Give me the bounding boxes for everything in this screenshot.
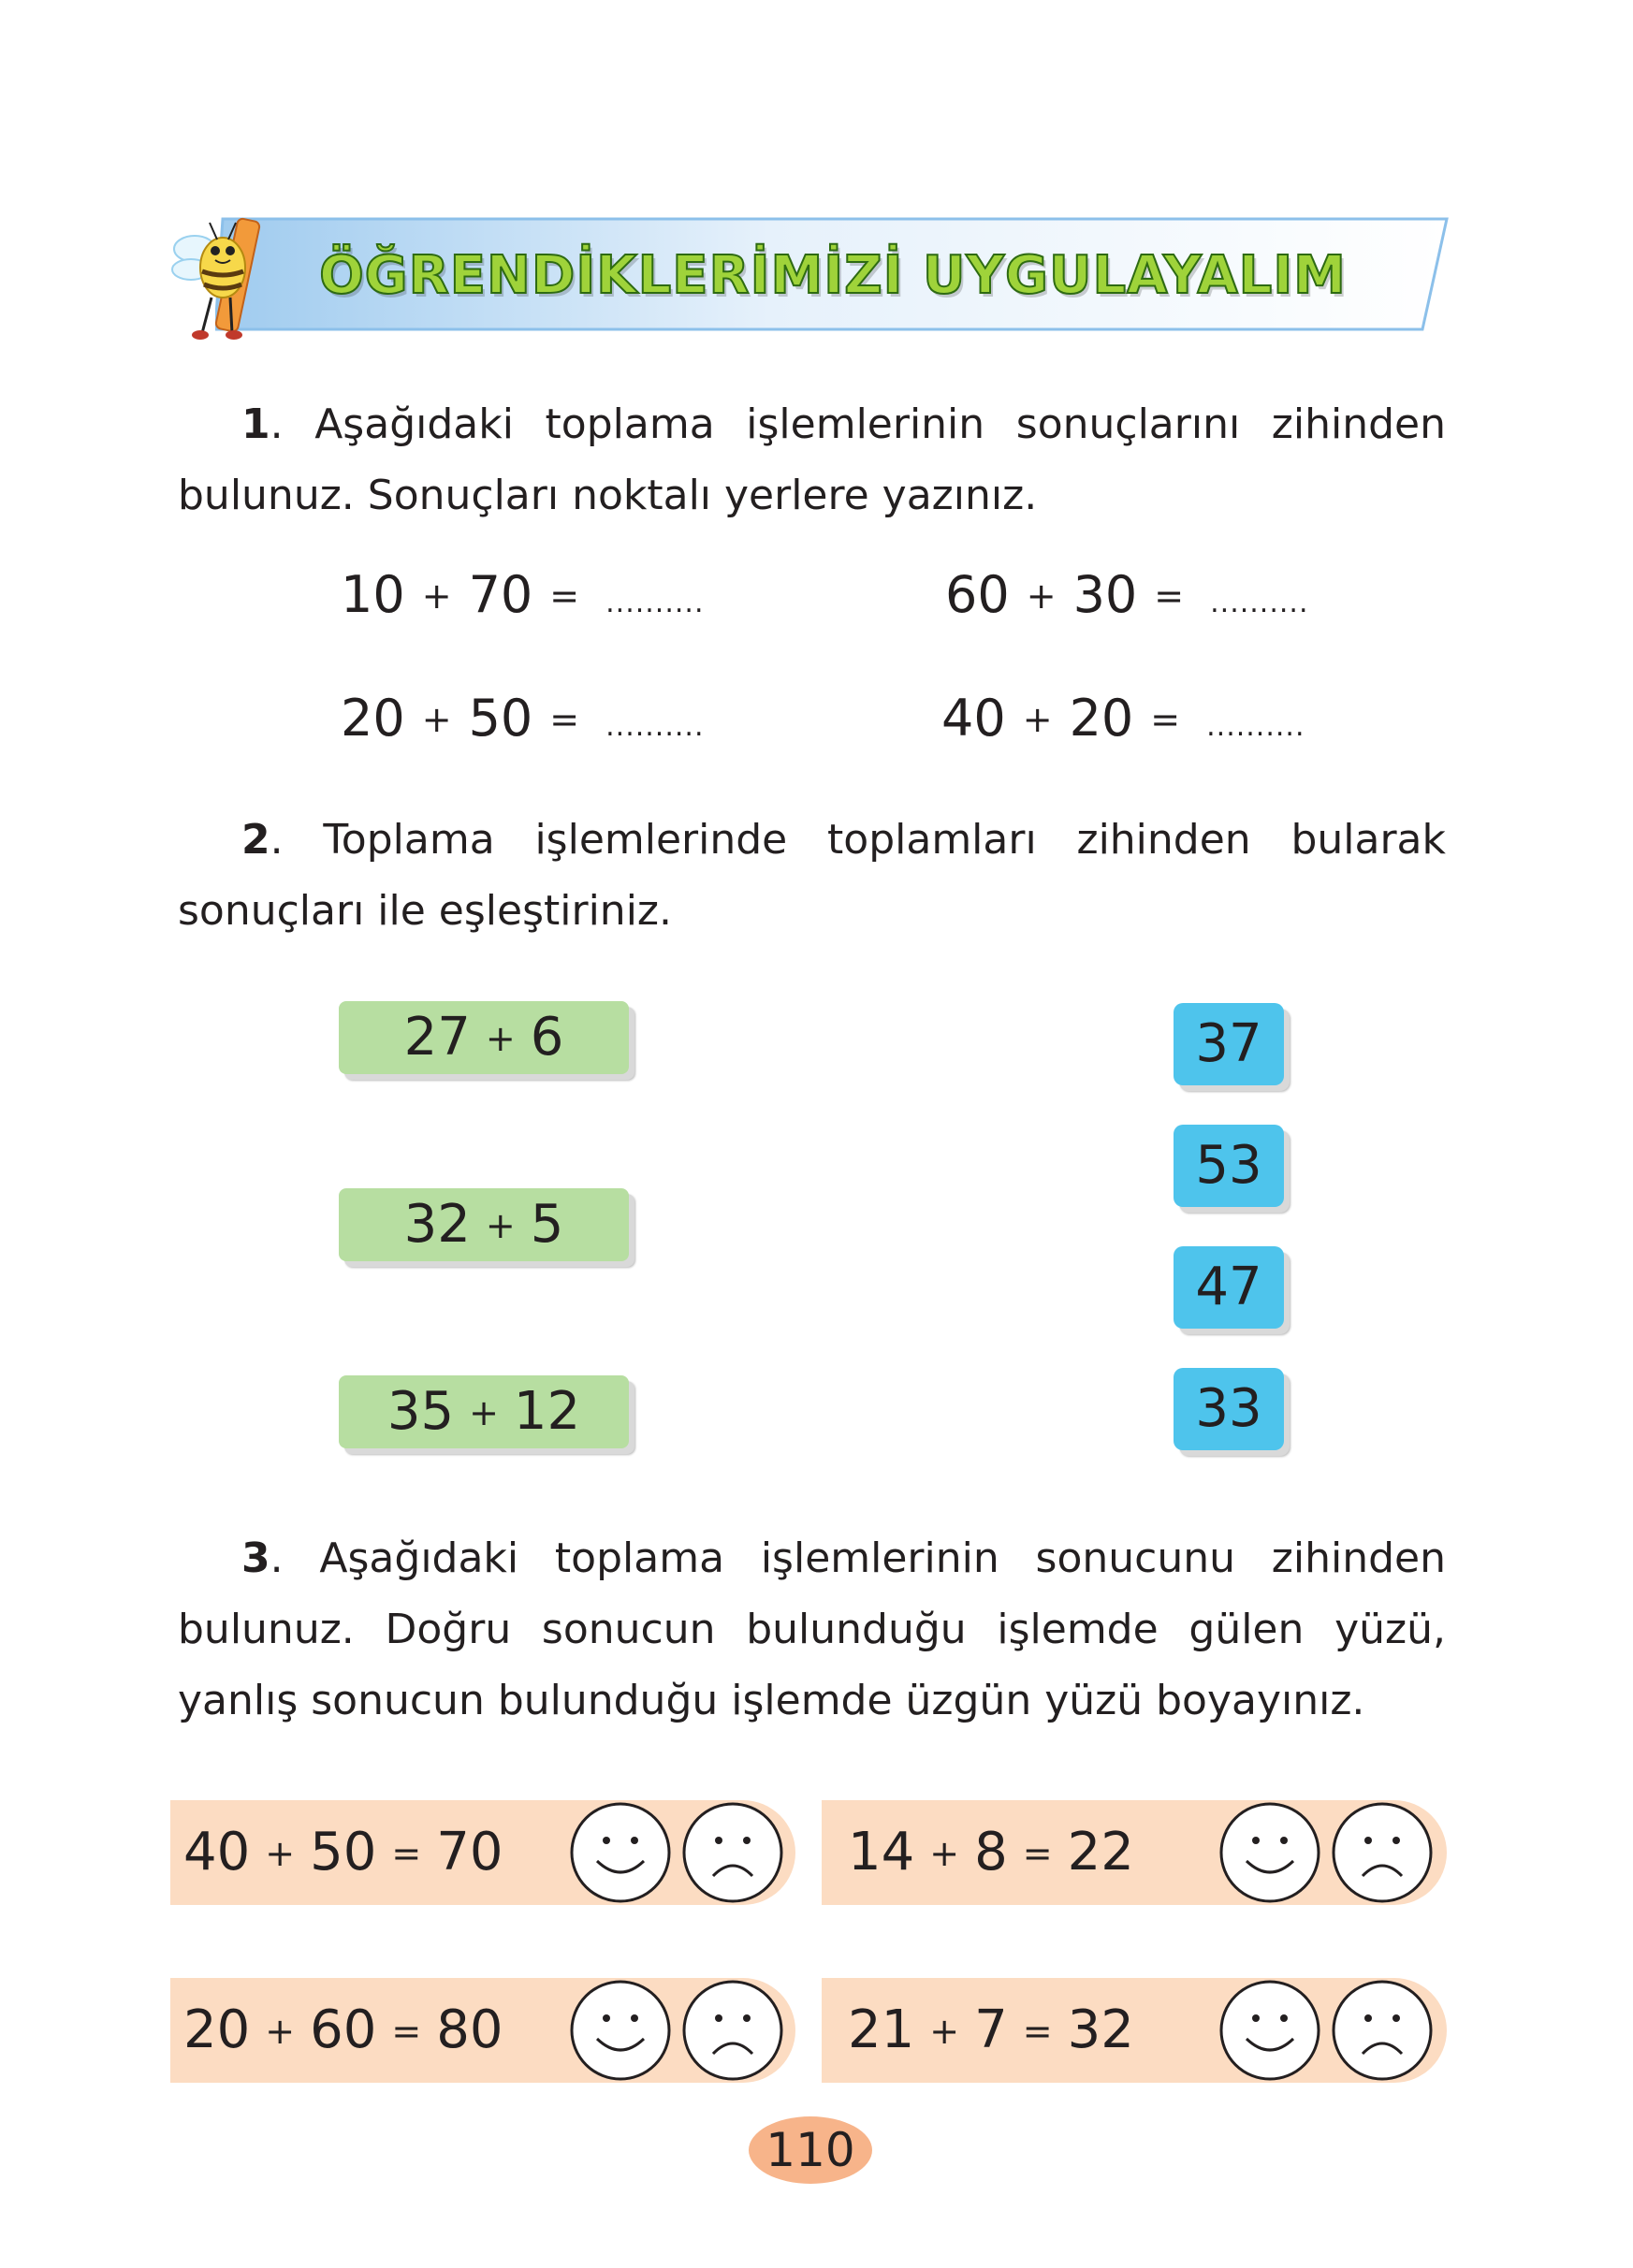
result-value: 32 [1067, 1999, 1134, 2060]
operand-b: 7 [974, 1999, 1008, 2060]
equals-sign: = [1022, 1833, 1053, 1874]
exercise-3-instruction [178, 1523, 1446, 1737]
exercise-3-equation [183, 1978, 503, 2084]
result-value: 22 [1067, 1822, 1134, 1883]
bee-mascot-icon [168, 213, 271, 344]
operand-a: 21 [848, 1999, 915, 2060]
answer-blank[interactable]: .......... [1210, 587, 1309, 619]
operation-box[interactable] [339, 1001, 629, 1074]
plus-sign: + [929, 2011, 960, 2052]
result-box[interactable]: 53 [1174, 1125, 1284, 1207]
sad-face-icon[interactable] [1331, 1979, 1434, 2082]
plus-sign: + [485, 1205, 516, 1246]
operand-a: 60 [945, 565, 1010, 624]
operand-a: 27 [403, 1007, 471, 1068]
sad-face-icon[interactable] [681, 1801, 784, 1904]
exercise-2-instruction [178, 805, 1446, 947]
operand-a: 40 [183, 1822, 251, 1883]
exercise-1-equation [941, 689, 1305, 748]
plus-sign: + [265, 2011, 296, 2052]
exercise-2-text: . Toplama işlemlerinde toplamları zihinden bularak sonuçları ile eşleştiriniz. [178, 816, 1446, 935]
operand-a: 14 [848, 1822, 915, 1883]
operand-b: 60 [310, 1999, 377, 2060]
operand-a: 20 [341, 689, 405, 748]
result-box[interactable]: 37 [1174, 1003, 1284, 1085]
operation-box[interactable] [339, 1375, 629, 1448]
operand-b: 5 [530, 1194, 564, 1255]
operand-a: 35 [386, 1381, 455, 1442]
equals-sign: = [1022, 2011, 1053, 2052]
operand-b: 50 [310, 1822, 377, 1883]
exercise-1-number: 1 [241, 400, 270, 448]
exercise-1-text: . Aşağıdaki toplama işlemlerinin sonuçlarını zihinden bulunuz. Sonuçları noktalı yerlere yazınız. [178, 400, 1446, 519]
answer-blank[interactable]: .......... [1206, 710, 1305, 743]
exercise-1-instruction [178, 389, 1446, 531]
happy-face-icon[interactable] [1218, 1801, 1321, 1904]
exercise-3-text: . Aşağıdaki toplama işlemlerinin sonucunu zihinden bulunuz. Doğru sonucun bulunduğu işlemde gülen yüzü, yanlış sonucun bulunduğu işlemde üzgün yüzü boyayınız. [178, 1534, 1446, 1724]
equals-sign: = [1154, 575, 1185, 617]
exercise-1-equation [341, 689, 705, 748]
operand-a: 40 [941, 689, 1006, 748]
result-value: 70 [436, 1822, 503, 1883]
sad-face-icon[interactable] [1331, 1801, 1434, 1904]
exercise-3-equation [183, 1800, 503, 1906]
operand-a: 20 [183, 1999, 251, 2060]
result-box[interactable]: 47 [1174, 1246, 1284, 1329]
exercise-1-equation [945, 565, 1309, 624]
equals-sign: = [549, 575, 580, 617]
answer-blank[interactable]: .......... [605, 710, 705, 743]
exercise-1-equation [341, 565, 705, 624]
plus-sign: + [469, 1392, 499, 1433]
equals-sign: = [391, 1833, 422, 1874]
happy-face-icon[interactable] [1218, 1979, 1321, 2082]
plus-sign: + [265, 1833, 296, 1874]
exercise-2-number: 2 [241, 816, 270, 864]
plus-sign: + [1026, 575, 1057, 617]
result-box[interactable]: 33 [1174, 1368, 1284, 1450]
page-number: 110 [749, 2116, 872, 2184]
plus-sign: + [421, 575, 452, 617]
plus-sign: + [929, 1833, 960, 1874]
answer-blank[interactable]: .......... [605, 587, 705, 619]
operand-b: 30 [1072, 565, 1138, 624]
operand-b: 12 [513, 1381, 581, 1442]
sad-face-icon[interactable] [681, 1979, 784, 2082]
operand-b: 50 [468, 689, 533, 748]
exercise-3-number: 3 [241, 1534, 270, 1582]
plus-sign: + [485, 1018, 516, 1059]
happy-face-icon[interactable] [569, 1801, 672, 1904]
operand-a: 10 [341, 565, 405, 624]
plus-sign: + [1022, 699, 1053, 740]
operand-b: 70 [468, 565, 533, 624]
operation-box[interactable] [339, 1188, 629, 1261]
operand-b: 6 [530, 1007, 564, 1068]
equals-sign: = [1150, 699, 1181, 740]
exercise-3-equation [848, 1978, 1134, 2084]
happy-face-icon[interactable] [569, 1979, 672, 2082]
equals-sign: = [549, 699, 580, 740]
operand-b: 20 [1069, 689, 1134, 748]
exercise-3-equation [848, 1800, 1134, 1906]
page-title: ÖĞRENDİKLERİMİZİ UYGULAYALIM [319, 245, 1347, 306]
plus-sign: + [421, 699, 452, 740]
operand-a: 32 [403, 1194, 471, 1255]
result-value: 80 [436, 1999, 503, 2060]
equals-sign: = [391, 2011, 422, 2052]
operand-b: 8 [974, 1822, 1008, 1883]
